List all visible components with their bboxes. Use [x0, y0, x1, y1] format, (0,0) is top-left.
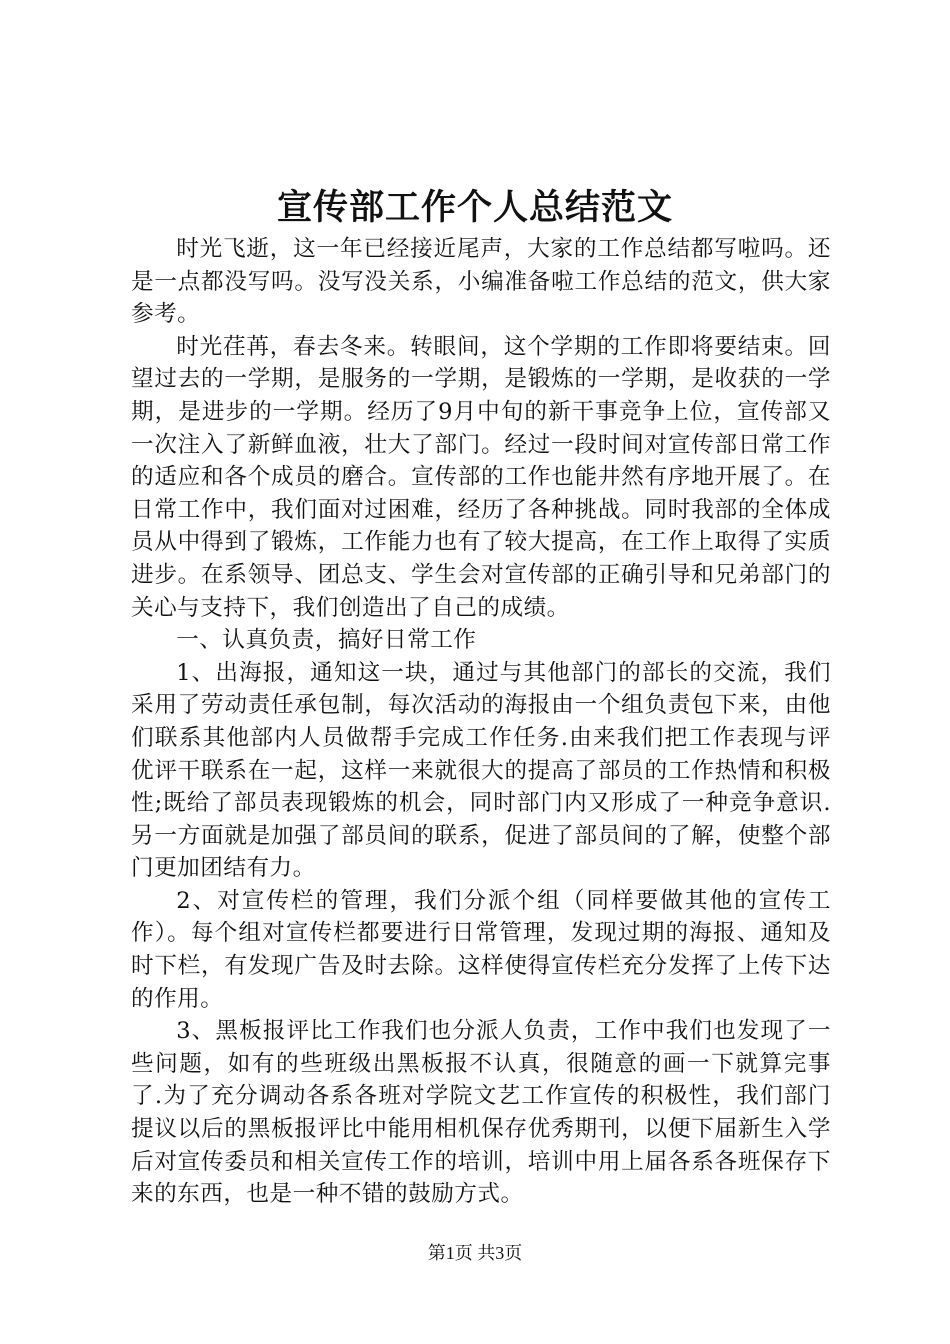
- paragraph-intro: 时光飞逝，这一年已经接近尾声，大家的工作总结都写啦吗。还是一点都没写吗。没写没关系，小编准备啦工作总结的范文，供大家参考。: [131, 236, 831, 328]
- paragraph-item-1: 1、出海报，通知这一块，通过与其他部门的部长的交流，我们采用了劳动责任承包制，每次活动的海报由一个组负责包下来，由他们联系其他部内人员做帮手完成工作任务.由来我们把工作表现与评优评干联系在一起，这样一来就很大的提高了部员的工作热情和积极性;既给了部员表现锻炼的机会，同时部门内又形成了一种竞争意识.另一方面就是加强了部员间的联系，促进了部员间的了解，使整个部门更加团结有力。: [131, 659, 831, 882]
- paragraph-item-3: 3、黑板报评比工作我们也分派人负责，工作中我们也发现了一些问题，如有的些班级出黑板报不认真，很随意的画一下就算完事了.为了充分调动各系各班对学院文艺工作宣传的积极性，我们部门提议以后的黑板报评比中能用相机保存优秀期刊，以便下届新生入学后对宣传委员和相关宣传工作的培训，培训中用上届各系各班保存下来的东西，也是一种不错的鼓励方式。: [131, 1018, 831, 1208]
- page-number-footer: 第1页 共3页: [427, 1243, 523, 1263]
- section-heading: 一、认真负责，搞好日常工作: [176, 627, 477, 654]
- paragraph-overview: 时光荏苒，春去冬来。转眼间，这个学期的工作即将要结束。回望过去的一学期，是服务的一学期，是锻炼的一学期，是收获的一学期，是进步的一学期。经历了9月中旬的新干事竞争上位，宣传部又一次注入了新鲜血液，壮大了部门。经过一段时间对宣传部日常工作的适应和各个成员的磨合。宣传部的工作也能井然有序地开展了。在日常工作中，我们面对过困难，经历了各种挑战。同时我部的全体成员从中得到了锻炼，工作能力也有了较大提高，在工作上取得了实质进步。在系领导、团总支、学生会对宣传部的正确引导和兄弟部门的关心与支持下，我们创造出了自己的成绩。: [131, 333, 831, 621]
- document-body: [131, 233, 831, 1211]
- paragraph-item-2: 2、对宣传栏的管理，我们分派个组（同样要做其他的宣传工作）。每个组对宣传栏都要进行日常管理，发现过期的海报、通知及时下栏，有发现广告及时去除。这样使得宣传栏充分发挥了上传下达的作用。: [131, 887, 831, 1012]
- document-title: 宣传部工作个人总结范文: [276, 187, 673, 228]
